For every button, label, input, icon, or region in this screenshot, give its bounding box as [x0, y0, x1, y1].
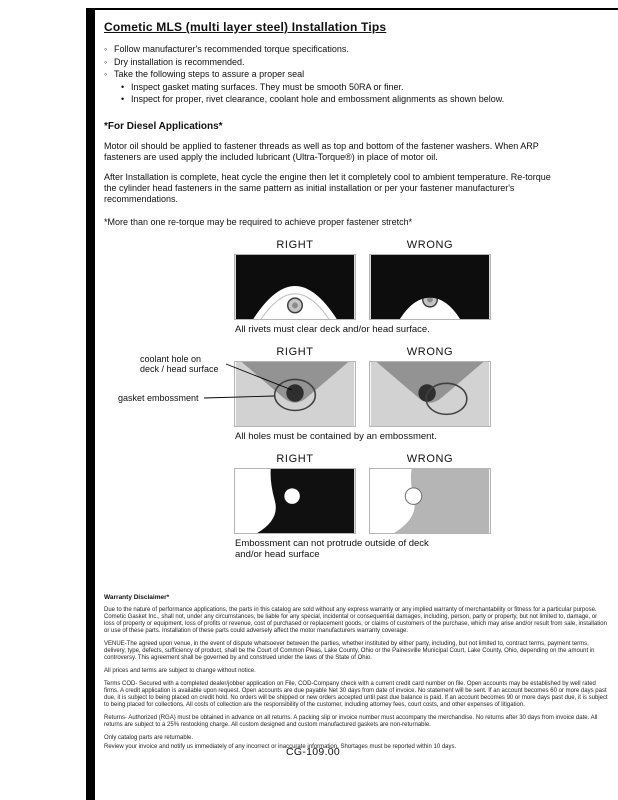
wrong-label: WRONG — [406, 452, 454, 465]
disclaimer-paragraph: Only catalog parts are returnable. — [104, 734, 194, 741]
disclaimer-paragraph: VENUE-The agreed upon venue, in the event of dispute whatsoever between the parties, whether instituted by either party, including, but not limited to, contract terms, payment terms, delivery, type, defects, sufficiency of product, shall be the Court of Common Pleas, Lake County, Ohio or the Painesville Municipal Court, Lake County, Ohio, depending on the amount in controversy. This agreement shall be governed by and construed under the laws of the State of Ohio. — [104, 640, 595, 661]
right-label: RIGHT — [276, 452, 314, 465]
rivet-diagram-row — [104, 239, 610, 320]
page-border-top — [86, 8, 618, 10]
disclaimer-paragraph: Returns- Authorized (RGA) must be obtained in advance on all returns. A packing slip or invoice number must accompany the merchandise. No returns after 30 days from invoice date. All returns are subject to a 25% restocking charge. All custom designed and custom manufactured gaskets are non-returnable. — [104, 714, 598, 728]
inspection-steps-list — [104, 81, 610, 106]
embossment-caption: Embossment can not protrude outside of deck and/or head surface — [235, 537, 429, 560]
tip-item: ◦ Take the following steps to assure a proper seal — [104, 68, 610, 81]
coolant-hole-label: coolant hole on deck / head surface — [140, 353, 219, 374]
rivet-caption: All rivets must clear deck and/or head surface. — [235, 323, 430, 335]
embossment-diagram-row — [104, 453, 610, 534]
page-border-left — [86, 8, 95, 800]
page-title: Cometic MLS (multi layer steel) Installation Tips — [104, 20, 387, 34]
disclaimer-paragraph: All prices and terms are subject to change without notice. — [104, 667, 256, 674]
embossment-right-diagram — [234, 468, 356, 534]
retorque-note: *More than one re-torque may be required to achieve proper fastener stretch* — [104, 216, 413, 227]
holes-caption: All holes must be contained by an embossment. — [235, 430, 437, 442]
warranty-disclaimer-heading: Warranty Disclaimer* — [104, 593, 170, 601]
wrong-label: WRONG — [406, 345, 454, 358]
gasket-embossment-label: gasket embossment — [118, 392, 199, 403]
right-label: RIGHT — [276, 345, 314, 358]
disclaimer-paragraph: Terms COD- Secured with a completed dealer/jobber application on File, COD-Company check with a current credit card number on file. Open accounts may be established by well rated firms. A credit application is available upon request. Open accounts are due payable Net 30 days from date of invoice. No statement will be sent. If an account becomes 60 or more days past due, it is subject to being placed on credit hold. No orders will be shipped or new orders accepted until past due balance is paid. If an account becomes 90 or more days past due, it is subject to being placed for collections. All costs of collection are the responsibility of the customer, including attorney fees, court costs, and other expenses of litigation. — [104, 680, 608, 708]
holes-diagram-row — [104, 346, 610, 427]
installation-tips-list — [104, 43, 610, 81]
diesel-para-2: After Installation is complete, heat cycle the engine then let it completely cool to ambient temperature. Re-torque the cylinder head fasteners in the same pattern as initial installation or per your fastener manufacturer's recommendations. — [104, 171, 551, 204]
coolant-hole-right-diagram — [234, 361, 356, 427]
wrong-label: WRONG — [406, 238, 454, 251]
rivet-wrong-diagram — [369, 254, 491, 320]
page-content — [104, 14, 610, 757]
diagram-section — [104, 239, 610, 560]
coolant-hole-wrong-diagram — [369, 361, 491, 427]
disclaimer-paragraph: Review your invoice and notify us immediately of any incorrect or inaccurate information. Shortages must be reported within 10 days. — [104, 743, 457, 750]
disclaimer-paragraph: Due to the nature of performance applications, the parts in this catalog are sold without any express warranty or any implied warranty of merchantability or fitness for a particular purpose. Cometic Gasket Inc., shall not, under any circumstances, be liable for any special, incidental or consequential damages, including, person, party or property, but not limited to, damage, or loss of property or equipment, loss of profits or revenue, cost of purchased or replacement goods, or claims of customers of the purchase, which may arise and/or result from sale, installation or use of these parts. Installation of these parts could adversely affect the motor manufacturers warranty coverage. — [104, 606, 607, 634]
rivet-right-diagram — [234, 254, 356, 320]
tip-subitem: • Inspect for proper, rivet clearance, coolant hole and embossment alignments as shown below. — [121, 93, 610, 106]
tip-item: ◦ Dry installation is recommended. — [104, 56, 610, 69]
warranty-disclaimer — [104, 594, 609, 751]
embossment-wrong-diagram — [369, 468, 491, 534]
diesel-applications-heading: *For Diesel Applications* — [104, 120, 223, 132]
tip-item: ◦ Follow manufacturer's recommended torque specifications. — [104, 43, 610, 56]
right-label: RIGHT — [276, 238, 314, 251]
page-code: CG-109.00 — [286, 746, 341, 758]
tip-subitem: • Inspect gasket mating surfaces. They must be smooth 50RA or finer. — [121, 81, 610, 94]
diesel-para-1: Motor oil should be applied to fastener threads as well as top and bottom of the fastener washers. When ARP fasteners are used apply the included lubricant (Ultra-Torque®) in place of motor oil. — [104, 140, 539, 162]
